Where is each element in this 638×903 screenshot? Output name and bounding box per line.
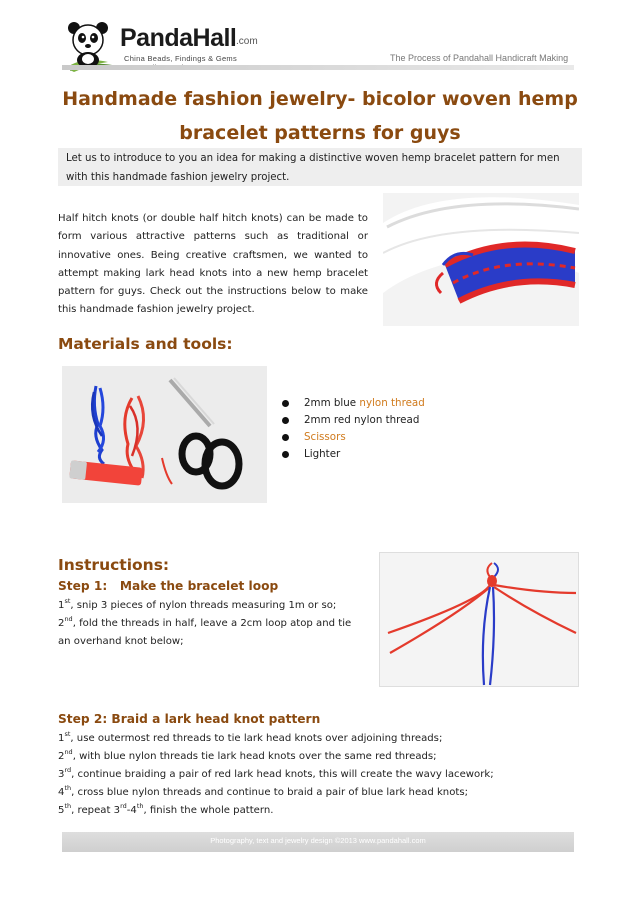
- item-text: Lighter: [304, 448, 341, 460]
- step-line: 1st, use outermost red threads to tie lark head knots over adjoining threads;: [58, 730, 443, 744]
- materials-heading: Materials and tools:: [58, 335, 233, 353]
- step-line: 5th, repeat 3rd-4th, finish the whole pattern.: [58, 802, 274, 816]
- list-item: [282, 446, 502, 463]
- scissors-link[interactable]: Scissors: [304, 431, 346, 443]
- nylon-thread-link[interactable]: nylon thread: [359, 397, 425, 409]
- list-item: [282, 412, 502, 429]
- brand-name: PandaHall: [120, 24, 237, 52]
- header-caption: The Process of Pandahall Handicraft Making: [390, 53, 569, 63]
- intro-text: Let us to introduce to you an idea for making a distinctive woven hemp bracelet pattern for men with this handmade fashion jewelry project.: [66, 153, 560, 183]
- step-line: 2nd, with blue nylon threads tie lark head knots over the same red threads;: [58, 748, 437, 762]
- bullet-icon: [282, 417, 289, 424]
- bullet-icon: [282, 451, 289, 458]
- step-line: 2nd, fold the threads in half, leave a 2cm loop atop and tie: [58, 615, 352, 629]
- tagline-line1: China Beads, Findings & Gems: [124, 54, 238, 63]
- materials-list: [282, 395, 502, 463]
- step-line: 4th, cross blue nylon threads and continue to braid a pair of blue lark head knots;: [58, 784, 468, 798]
- item-text: 2mm blue: [304, 397, 360, 409]
- list-item: [282, 395, 502, 412]
- step-line: 3rd, continue braiding a pair of red lark head knots, this will create the wavy lacework;: [58, 766, 494, 780]
- bracelet-photo: [383, 193, 579, 326]
- bullet-icon: [282, 434, 289, 441]
- instructions-heading: Instructions:: [58, 556, 170, 574]
- step1-text: [58, 597, 351, 651]
- step-line: an overhand knot below;: [58, 636, 184, 647]
- list-item: [282, 429, 502, 446]
- page-title: Handmade fashion jewelry- bicolor woven hemp bracelet patterns for guys: [62, 88, 578, 144]
- footer-text: Photography, text and jewelry design ©2013 www.pandahall.com: [210, 836, 426, 845]
- step2-heading: Step 2: Braid a lark head knot pattern: [58, 712, 321, 726]
- step-line: 1st, snip 3 pieces of nylon threads measuring 1m or so;: [58, 597, 337, 611]
- step1-photo: [379, 552, 579, 687]
- materials-photo: [62, 366, 267, 503]
- item-text: 2mm red nylon thread: [304, 414, 420, 426]
- intro-paragraph: Half hitch knots (or double half hitch knots) can be made to form various attractive patterns such as traditional or innovative ones. Being creative craftsmen, we wanted to attempt making lark head knots into a new hemp bracelet pattern for guys. Check out the instructions below to make this handmade fashion jewelry project.: [58, 213, 368, 316]
- step1-heading: Step 1: Make the bracelet loop: [58, 579, 279, 593]
- brand-suffix: .com: [236, 36, 258, 47]
- header-divider: [62, 65, 574, 70]
- bullet-icon: [282, 400, 289, 407]
- step2-text: [58, 730, 494, 820]
